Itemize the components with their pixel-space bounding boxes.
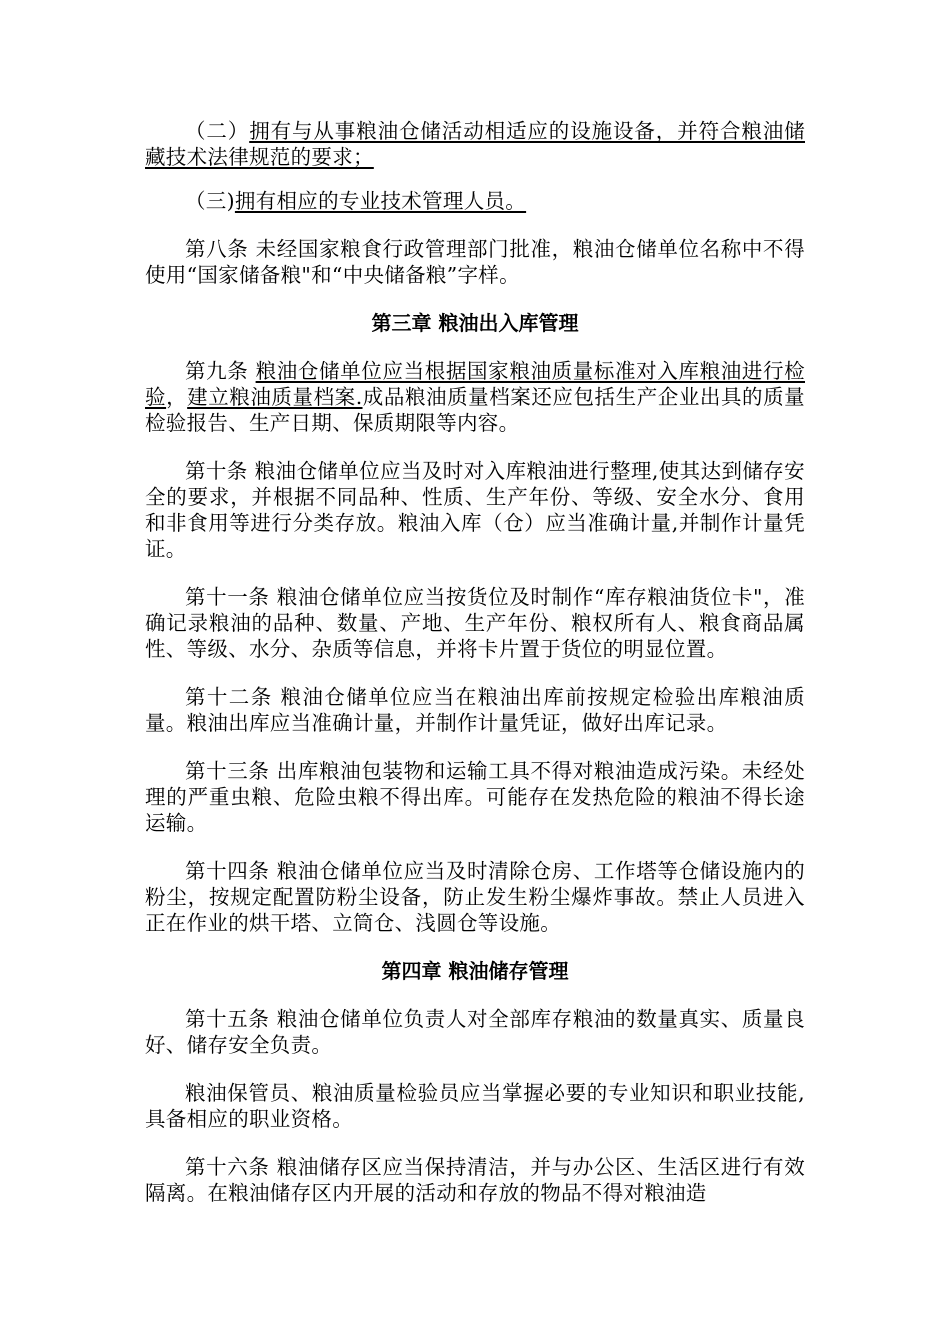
article-15: 第十五条 粮油仓储单位负责人对全部库存粮油的数量真实、质量良好、储存安全负责。: [145, 1007, 805, 1057]
article-13: 第十三条 出库粮油包装物和运输工具不得对粮油造成污染。未经处理的严重虫粮、危险虫粮不得出库。可能存在发热危险的粮油不得长途运输。: [145, 759, 805, 835]
article-15-paragraph-2: 粮油保管员、粮油质量检验员应当掌握必要的专业知识和职业技能,具备相应的职业资格。: [145, 1081, 805, 1131]
article-prefix: 第九条: [185, 359, 256, 383]
article-text: 成品粮油质量档案还应包括生产企业出具的质量检验报告、生产日期、保质期限等内容。: [145, 385, 805, 435]
article-8: 第八条 未经国家粮食行政管理部门批准，粮油仓储单位名称中不得使用“国家储备粮"和“中央储备粮”字样。: [145, 237, 805, 287]
article-11: 第十一条 粮油仓储单位应当按货位及时制作“库存粮油货位卡"，准确记录粮油的品种、数量、产地、生产年份、粮权所有人、粮食商品属性、等级、水分、杂质等信息，并将卡片置于货位的明显位置。: [145, 585, 805, 661]
article-12: 第十二条 粮油仓储单位应当在粮油出库前按规定检验出库粮油质量。粮油出库应当准确计量，并制作计量凭证，做好出库记录。: [145, 685, 805, 735]
item-prefix: （三): [185, 189, 235, 213]
underlined-text: 建立粮油质量档案.: [187, 385, 363, 409]
paragraph-item-3: [145, 188, 805, 214]
article-9: [145, 358, 805, 436]
chapter-3-heading: 第三章 粮油出入库管理: [371, 311, 579, 335]
document-page: [145, 118, 805, 1228]
underlined-text: 粮油仓储单位应当根据国家粮油质量标准对入库粮油进行检验: [145, 359, 805, 409]
article-10: 第十条 粮油仓储单位应当及时对入库粮油进行整理,使其达到储存安全的要求，并根据不同品种、性质、生产年份、等级、安全水分、食用和非食用等进行分类存放。粮油入库（仓）应当准确计量,并制作计量凭证。: [145, 459, 805, 561]
paragraph-item-2: [145, 118, 805, 170]
article-14: 第十四条 粮油仓储单位应当及时清除仓房、工作塔等仓储设施内的粉尘，按规定配置防粉尘设备，防止发生粉尘爆炸事故。禁止人员进入正在作业的烘干塔、立筒仓、浅圆仓等设施。: [145, 859, 805, 935]
article-16: 第十六条 粮油储存区应当保持清洁，并与办公区、生活区进行有效隔离。在粮油储存区内开展的活动和存放的物品不得对粮油造: [145, 1155, 805, 1205]
item-prefix: （二）: [185, 119, 250, 143]
underlined-text: 拥有相应的专业技术管理人员。: [234, 189, 527, 213]
chapter-4-heading: 第四章 粮油储存管理: [381, 959, 569, 983]
underlined-text: 拥有与从事粮油仓储活动相适应的设施设备，并符合粮油储藏技术法律规范的要求；: [145, 119, 805, 169]
comma: ，: [166, 385, 188, 409]
